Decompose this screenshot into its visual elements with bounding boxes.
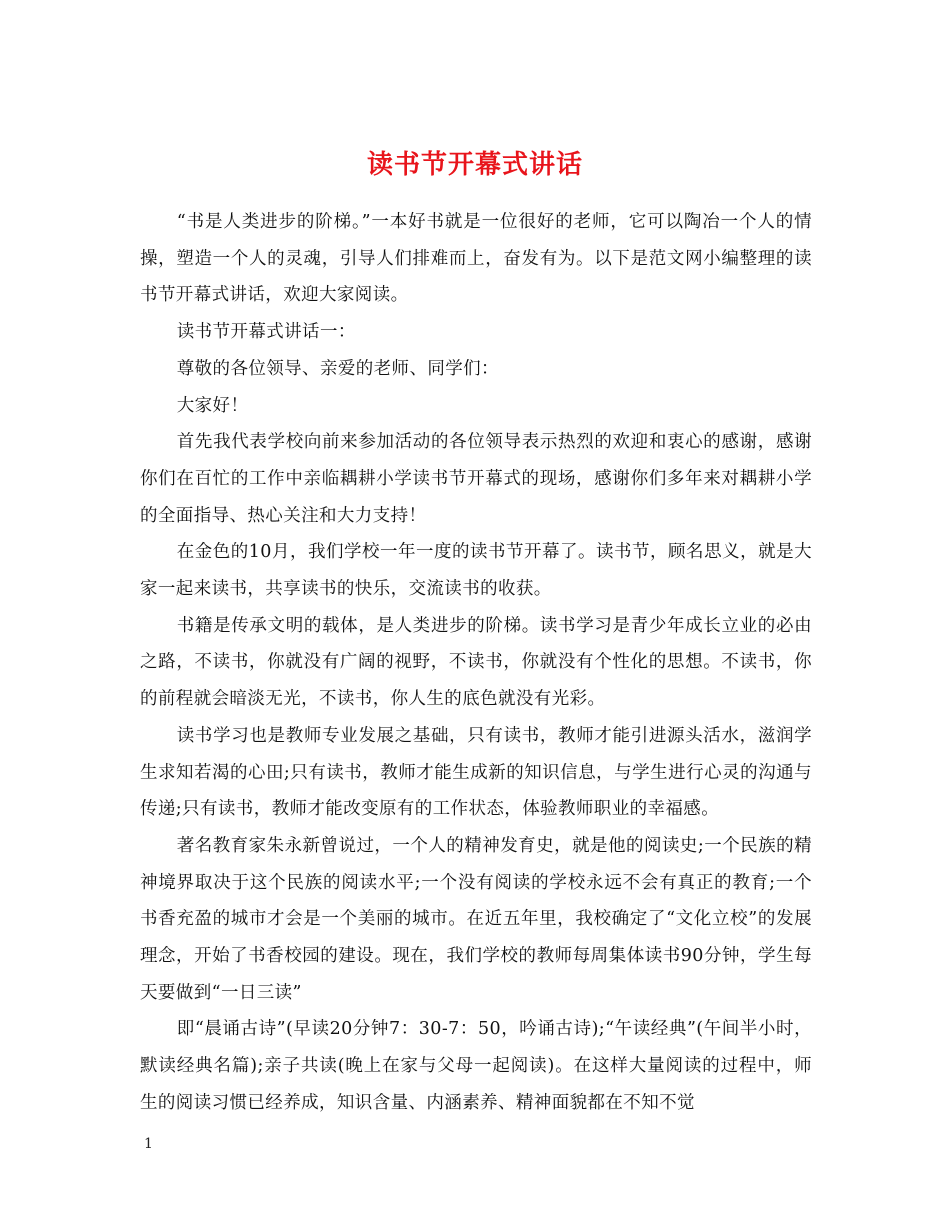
paragraph-books: 书籍是传承文明的载体，是人类进步的阶梯。读书学习是青少年成长立业的必由之路，不读书，你就没有广阔的视野，不读书，你就没有个性化的思想。不读书，你的前程就会暗淡无光，不读书，你人生的底色就没有光彩。 [140,615,812,710]
document-body [140,204,812,1122]
paragraph-greeting: 大家好！ [176,395,249,416]
paragraph-quote: 著名教育家朱永新曾说过，一个人的精神发育史，就是他的阅读史;一个民族的精神境界取决于这个民族的阅读水平;一个没有阅读的学校永远不会有真正的教育;一个书香充盈的城市才会是一个美丽的城市。在近五年里，我校确定了“文化立校”的发展理念，开始了书香校园的建设。现在，我们学校的教师每周集体读书90分钟，学生每天要做到“一日三读” [140,835,812,1003]
paragraph-reading-plan: 即“晨诵古诗”(早读20分钟7：30-7：50，吟诵古诗);“午读经典”(午间半小时，默读经典名篇);亲子共读(晚上在家与父母一起阅读)。在这样大量阅读的过程中，师生的阅读习惯已经养成，知识含量、内涵素养、精神面貌都在不知不觉 [140,1019,812,1113]
paragraph-opening: 在金色的10月，我们学校一年一度的读书节开幕了。读书节，顾名思义，就是大家一起来读书，共享读书的快乐，交流读书的收获。 [140,542,812,600]
page-number: 1 [144,1136,153,1152]
document-title: 读书节开幕式讲话 [366,150,583,181]
paragraph-speech-heading: 读书节开幕式讲话一： [176,322,356,343]
paragraph-thanks: 首先我代表学校向前来参加活动的各位领导表示热烈的欢迎和衷心的感谢，感谢你们在百忙的工作中亲临耦耕小学读书节开幕式的现场，感谢你们多年来对耦耕小学的全面指导、热心关注和大力支持！ [140,432,812,526]
paragraph-intro: “书是人类进步的阶梯。”一本好书就是一位很好的老师，它可以陶冶一个人的情操，塑造一个人的灵魂，引导人们排难而上，奋发有为。以下是范文网小编整理的读书节开幕式讲话，欢迎大家阅读。 [140,212,812,306]
paragraph-teachers: 读书学习也是教师专业发展之基础，只有读书，教师才能引进源头活水，滋润学生求知若渴的心田;只有读书，教师才能生成新的知识信息，与学生进行心灵的沟通与传递;只有读书，教师才能改变原有的工作状态，体验教师职业的幸福感。 [140,725,812,820]
paragraph-salutation: 尊敬的各位领导、亲爱的老师、同学们： [176,358,499,379]
